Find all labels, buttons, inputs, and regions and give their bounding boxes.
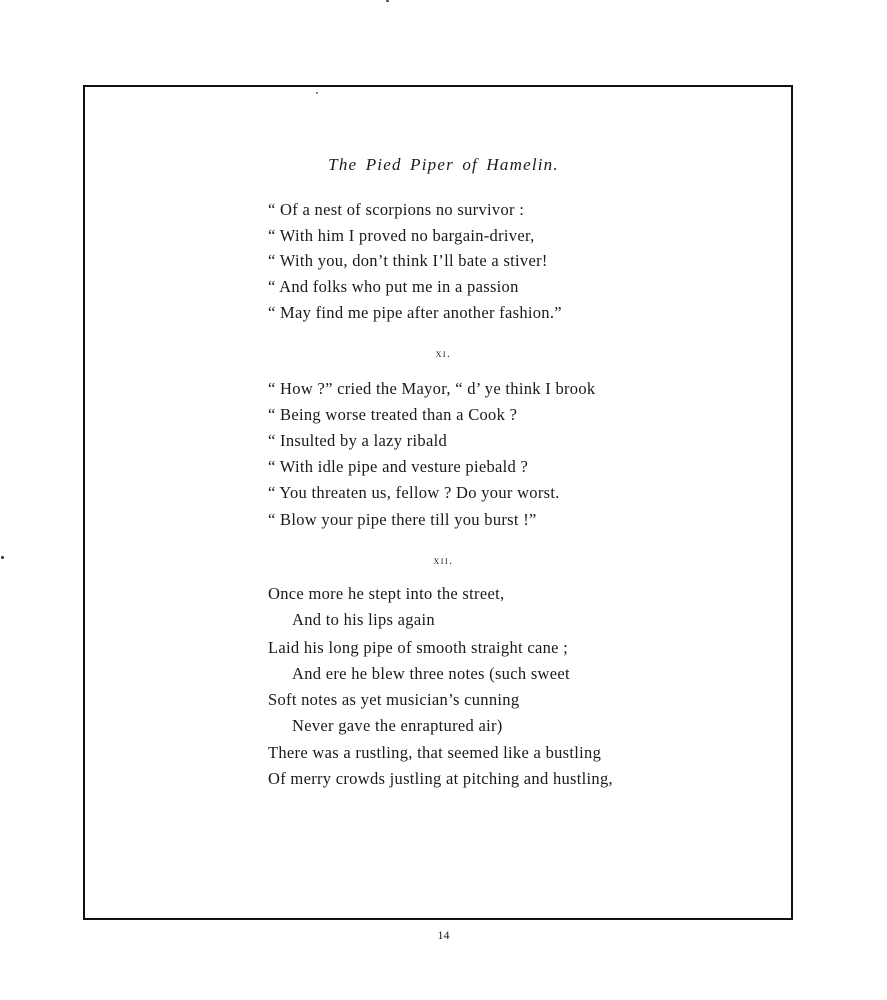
- stanza-x-line-4: “ And folks who put me in a passion: [268, 277, 519, 296]
- stanza-xi-line-1: “ How ?” cried the Mayor, “ d’ ye think I brook: [268, 379, 596, 398]
- stanza-xi-line-2: “ Being worse treated than a Cook ?: [268, 405, 518, 424]
- scan-speck: [386, 0, 389, 2]
- stanza-x-line-3: “ With you, don’t think I’ll bate a stiver!: [268, 251, 548, 270]
- stanza-xii-line-7: There was a rustling, that seemed like a bustling: [268, 743, 602, 762]
- stanza-xii-line-8: Of merry crowds justling at pitching and hustling,: [268, 769, 613, 788]
- stanza-xii-line-4: And ere he blew three notes (such sweet: [292, 664, 570, 683]
- scan-speck: [1, 556, 4, 559]
- running-title: The Pied Piper of Hamelin.: [328, 155, 559, 174]
- stanza-xii-line-2: And to his lips again: [292, 610, 435, 629]
- stanza-x-line-1: “ Of a nest of scorpions no survivor :: [268, 200, 525, 219]
- stanza-xi-line-4: “ With idle pipe and vesture piebald ?: [268, 457, 529, 476]
- stanza-x-line-5: “ May find me pipe after another fashion.”: [268, 303, 562, 322]
- stanza-number-xi: xi.: [435, 348, 452, 360]
- stanza-number-xii: xii.: [433, 555, 454, 567]
- stanza-xii-line-6: Never gave the enraptured air): [292, 716, 503, 735]
- stanza-xii-line-1: Once more he stept into the street,: [268, 584, 505, 603]
- stanza-xii-line-3: Laid his long pipe of smooth straight cane ;: [268, 638, 569, 657]
- stanza-xi-line-6: “ Blow your pipe there till you burst !”: [268, 510, 537, 529]
- stanza-xi-line-3: “ Insulted by a lazy ribald: [268, 431, 447, 450]
- stanza-xi-line-5: “ You threaten us, fellow ? Do your worst.: [268, 483, 560, 502]
- scan-speck: [316, 92, 318, 94]
- page-number: 14: [437, 928, 450, 942]
- stanza-xii-line-5: Soft notes as yet musician’s cunning: [268, 690, 520, 709]
- stanza-x-line-2: “ With him I proved no bargain-driver,: [268, 226, 535, 245]
